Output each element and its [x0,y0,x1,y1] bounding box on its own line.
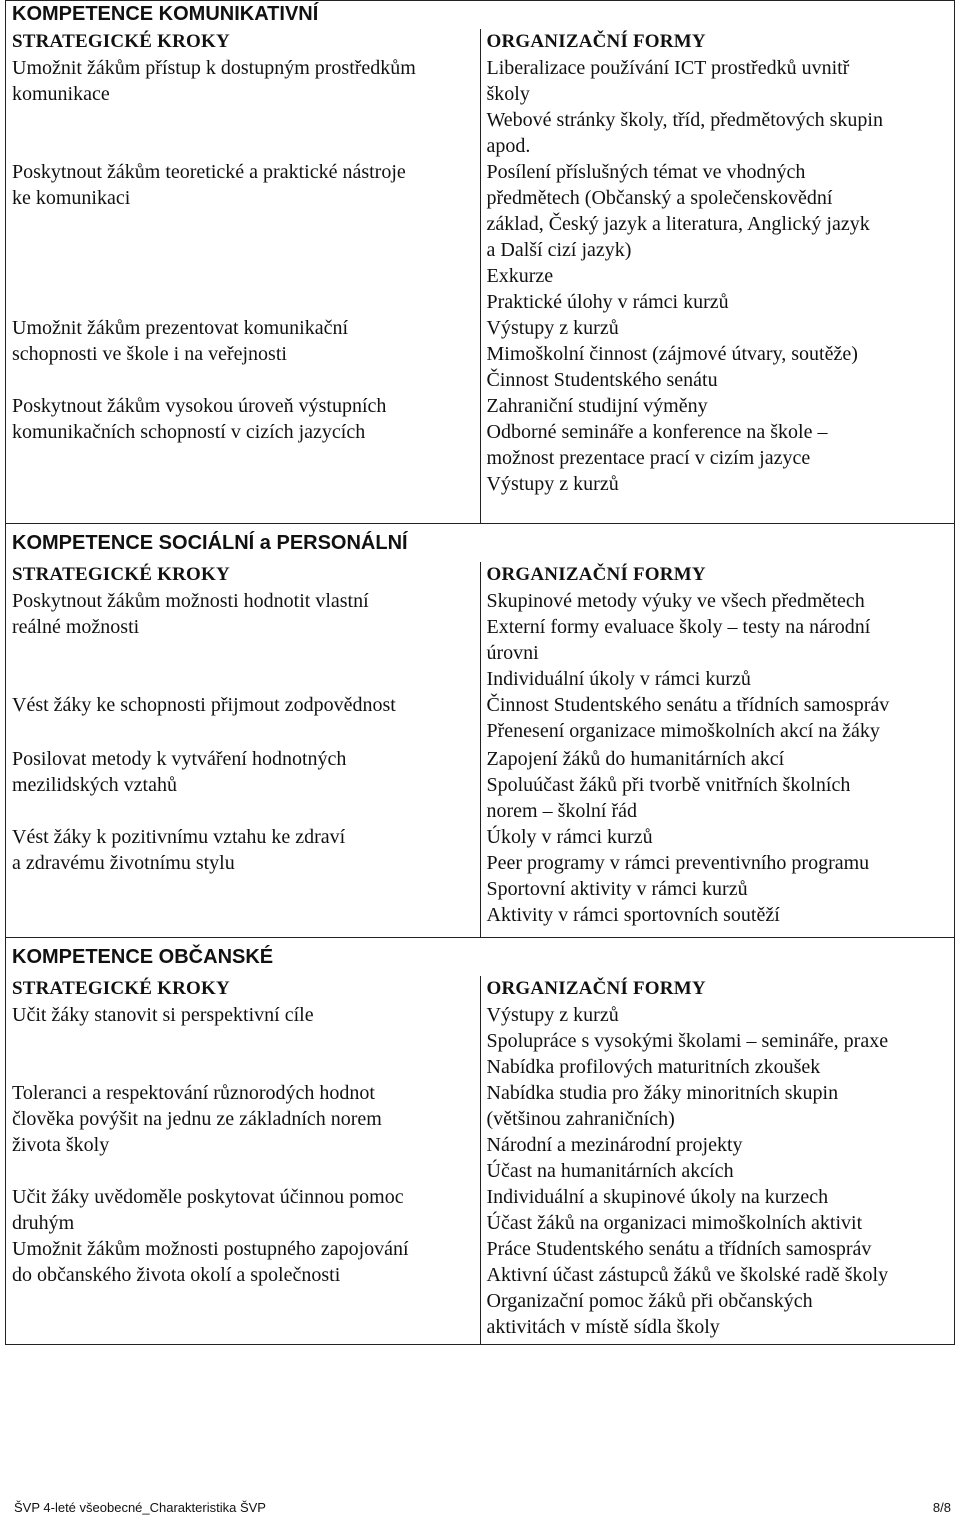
strategic-steps-header: STRATEGICKÉ KROKY [12,31,230,52]
strategic-step-line: komunikace [12,83,110,105]
strategic-steps-header: STRATEGICKÉ KROKY [12,978,230,999]
strategic-step-line: druhým [12,1212,75,1234]
strategic-step-cell [6,976,481,1080]
organizational-form-line: Spoluúčast žáků při tvorbě vnitřních školních [486,773,851,796]
strategic-step-line: života školy [12,1134,110,1156]
organizational-form-line: Peer programy v rámci preventivního programu [486,851,870,874]
organizational-forms-header: ORGANIZAČNÍ FORMY [486,31,706,52]
strategic-step-line: Vést žáky k pozitivnímu vztahu ke zdraví [12,825,346,848]
organizational-form-line: Liberalizace používání ICT prostředků uvnitř [486,57,850,79]
competence-section-title: KOMPETENCE OBČANSKÉ [6,938,955,977]
organizational-form-line: Praktické úlohy v rámci kurzů [486,291,729,313]
organizational-form-line: úrovni [486,641,539,664]
organizational-form-line: Úkoly v rámci kurzů [486,825,653,848]
organizational-form-line: Zahraniční studijní výměny [486,395,708,417]
strategic-step-cell [6,393,481,523]
organizational-form-line: (většinou zahraničních) [486,1108,675,1130]
organizational-form-line: Účast žáků na organizaci mimoškolních aktivit [486,1212,863,1234]
organizational-form-line: Přenesení organizace mimoškolních akcí na žáky [486,719,880,742]
organizational-form-line: Činnost Studentského senátu [486,369,718,391]
organizational-form-line: Aktivní účast zástupců žáků ve školské radě školy [486,1264,889,1286]
organizational-form-line: norem – školní řád [486,799,638,822]
strategic-step-line: reálné možnosti [12,615,140,638]
organizational-form-cell [480,1184,955,1344]
strategic-step-line: a zdravému životnímu stylu [12,851,235,874]
competence-section-title: KOMPETENCE KOMUNIKATIVNÍ [6,1,955,30]
organizational-form-line: Odborné semináře a konference na škole – [486,421,828,443]
strategic-step-cell [6,746,481,824]
strategic-step-line: mezilidských vztahů [12,773,177,796]
organizational-form-cell [480,159,955,315]
organizational-form-line: Spolupráce s vysokými školami – semináře, praxe [486,1030,889,1052]
organizational-form-line: předmětech (Občanský a společenskovědní [486,187,833,209]
competence-table [5,0,955,1345]
organizational-form-line: a Další cizí jazyk) [486,239,632,261]
organizational-form-line: Národní a mezinárodní projekty [486,1134,743,1156]
organizational-form-line: Sportovní aktivity v rámci kurzů [486,877,748,900]
organizational-form-line: apod. [486,135,531,157]
strategic-step-cell [6,562,481,692]
strategic-step-line: do občanského života okolí a společnosti [12,1264,341,1286]
organizational-form-line: Výstupy z kurzů [486,473,619,495]
document-page [5,0,955,1345]
organizational-form-cell [480,393,955,523]
organizational-form-line: Práce Studentského senátu a třídních samospráv [486,1238,872,1260]
strategic-step-line: komunikačních schopností v cizích jazycích [12,421,366,443]
organizational-form-cell [480,562,955,692]
organizational-form-line: aktivitách v místě sídla školy [486,1316,720,1338]
organizational-form-line: Nabídka profilových maturitních zkoušek [486,1056,821,1078]
strategic-step-cell [6,1184,481,1344]
organizational-form-line: Účast na humanitárních akcích [486,1160,734,1182]
organizational-form-line: Organizační pomoc žáků při občanských [486,1290,813,1312]
strategic-step-line: schopnosti ve škole i na veřejnosti [12,343,287,365]
organizational-form-line: Webové stránky školy, tříd, předmětových skupin [486,109,883,131]
organizational-form-line: Individuální úkoly v rámci kurzů [486,667,751,690]
strategic-steps-header: STRATEGICKÉ KROKY [12,563,230,585]
organizational-form-line: Individuální a skupinové úkoly na kurzech [486,1186,829,1208]
organizational-form-cell [480,746,955,824]
strategic-step-line: člověka povýšit na jednu ze základních norem [12,1108,382,1130]
strategic-step-line: Umožnit žákům přístup k dostupným prostředkům [12,57,416,79]
organizational-form-line: Posílení příslušných témat ve vhodných [486,161,806,183]
strategic-step-cell [6,1080,481,1184]
strategic-step-cell [6,29,481,159]
strategic-step-line: Posilovat metody k vytváření hodnotných [12,747,347,770]
footer-page-number: 8/8 [932,1500,951,1515]
organizational-form-cell [480,29,955,159]
strategic-step-line: Učit žáky uvědoměle poskytovat účinnou pomoc [12,1186,404,1208]
organizational-form-line: Skupinové metody výuky ve všech předmětech [486,589,865,612]
page-footer [14,1500,951,1515]
organizational-form-line: Externí formy evaluace školy – testy na národní [486,615,871,638]
organizational-form-line: Mimoškolní činnost (zájmové útvary, soutěže) [486,343,858,365]
strategic-step-line: Umožnit žákům prezentovat komunikační [12,317,349,339]
organizational-form-cell [480,976,955,1080]
organizational-form-line: Činnost Studentského senátu a třídních samospráv [486,693,890,716]
strategic-step-line: Vést žáky ke schopnosti přijmout zodpovědnost [12,693,396,716]
strategic-step-line: Poskytnout žákům možnosti hodnotit vlastní [12,589,369,612]
competence-section-title: KOMPETENCE SOCIÁLNÍ a PERSONÁLNÍ [6,523,955,562]
organizational-form-line: Výstupy z kurzů [486,317,619,339]
strategic-step-cell [6,159,481,315]
strategic-step-line: Učit žáky stanovit si perspektivní cíle [12,1004,314,1026]
organizational-form-cell [480,1080,955,1184]
organizational-form-line: Zapojení žáků do humanitárních akcí [486,747,785,770]
organizational-form-line: Nabídka studia pro žáky minoritních skupin [486,1082,839,1104]
organizational-form-cell [480,315,955,393]
organizational-form-line: Výstupy z kurzů [486,1004,619,1026]
strategic-step-line: ke komunikaci [12,187,131,209]
strategic-step-line: Umožnit žákům možnosti postupného zapojování [12,1238,409,1260]
organizational-form-cell [480,692,955,746]
organizational-forms-header: ORGANIZAČNÍ FORMY [486,978,706,999]
strategic-step-line: Poskytnout žákům teoretické a praktické nástroje [12,161,406,183]
strategic-step-line: Toleranci a respektování různorodých hodnot [12,1082,375,1104]
strategic-step-line: Poskytnout žákům vysokou úroveň výstupních [12,395,387,417]
footer-document-name: ŠVP 4-leté všeobecné_Charakteristika ŠVP [14,1500,266,1515]
organizational-form-line: možnost prezentace prací v cizím jazyce [486,447,811,469]
organizational-form-line: Aktivity v rámci sportovních soutěží [486,903,780,926]
organizational-forms-header: ORGANIZAČNÍ FORMY [486,563,706,585]
organizational-form-line: Exkurze [486,265,554,287]
strategic-step-cell [6,315,481,393]
strategic-step-cell [6,692,481,746]
organizational-form-cell [480,824,955,938]
strategic-step-cell [6,824,481,938]
organizational-form-line: základ, Český jazyk a literatura, Anglický jazyk [486,213,870,235]
organizational-form-line: školy [486,83,530,105]
